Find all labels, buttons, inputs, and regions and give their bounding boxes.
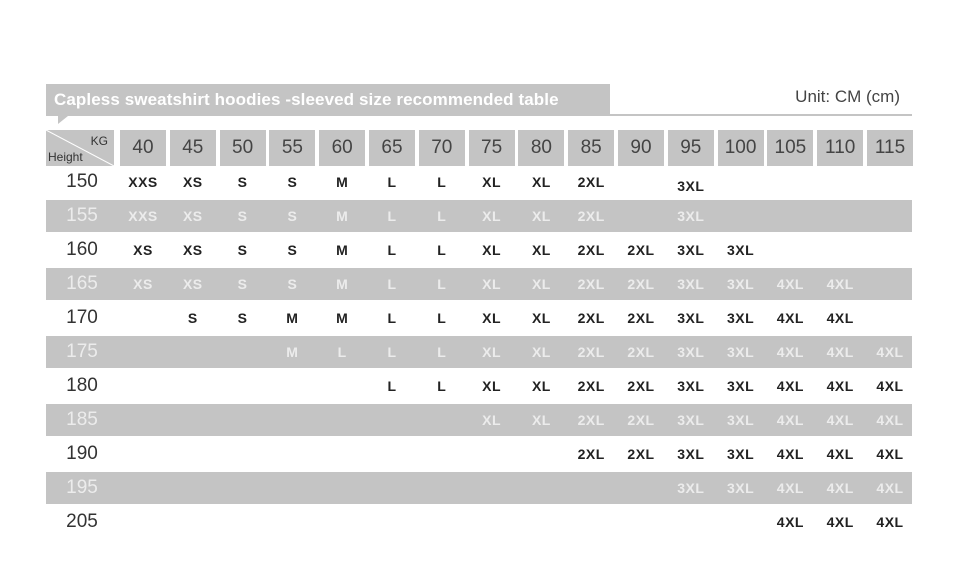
size-cell: 4XL [876,480,904,496]
size-cell: 4XL [776,378,804,394]
size-cell: 3XL [677,378,705,394]
size-cell: L [387,344,397,360]
size-cell: M [336,242,349,258]
size-cell: 2XL [577,310,605,326]
size-cell: XS [133,276,153,292]
size-cell: L [437,242,447,258]
size-cell: 4XL [876,378,904,394]
height-cell-155: 155 [66,205,98,226]
size-cell: 3XL [727,412,755,428]
size-cell: 4XL [826,412,854,428]
size-cell: 4XL [776,446,804,462]
weight-header-65: 65 [369,130,415,166]
header-corner-cell [46,130,114,166]
size-cell: 4XL [876,514,904,530]
size-cell: XL [482,208,502,224]
weight-header-60: 60 [319,130,365,166]
size-cell: XL [531,344,551,360]
size-cell: 4XL [876,412,904,428]
size-cell: 4XL [826,480,854,496]
size-cell: 3XL [677,208,705,224]
size-cell: 3XL [727,276,755,292]
size-cell: 2XL [577,208,605,224]
height-cell-170: 170 [66,307,98,328]
size-cell: 3XL [727,378,755,394]
size-cell: 3XL [727,344,755,360]
size-cell: 4XL [876,446,904,462]
size-cell: 3XL [727,242,755,258]
size-cell: XL [531,208,551,224]
height-cell-175: 175 [66,341,98,362]
size-cell: S [187,310,198,326]
weight-header-90: 90 [618,130,664,166]
size-cell: 4XL [826,446,854,462]
size-cell: L [387,378,397,394]
size-cell: XL [531,310,551,326]
size-cell: 4XL [826,276,854,292]
weight-header-50: 50 [220,130,266,166]
size-cell: 2XL [627,310,655,326]
size-cell: 2XL [627,344,655,360]
size-cell: XL [482,310,502,326]
size-cell: L [387,310,397,326]
weight-header-55: 55 [269,130,315,166]
size-cell: M [286,310,299,326]
size-cell: L [437,174,447,190]
table-title: Capless sweatshirt hoodies -sleeved size recommended table [54,90,559,109]
height-axis-label: Height [48,150,83,164]
size-cell: 4XL [776,480,804,496]
size-cell: 3XL [677,310,705,326]
size-cell: XL [531,276,551,292]
weight-header-100: 100 [718,130,764,166]
size-cell: 2XL [577,242,605,258]
size-cell: S [237,276,248,292]
height-cell-165: 165 [66,273,98,294]
size-cell: 3XL [727,480,755,496]
height-cell-160: 160 [66,239,98,260]
size-cell: 3XL [677,276,705,292]
size-cell: 2XL [577,276,605,292]
size-cell: M [286,344,299,360]
height-cell-150: 150 [66,171,98,192]
size-cell: S [237,174,248,190]
size-cell: XL [482,412,502,428]
size-cell: XL [482,242,502,258]
size-cell: L [387,174,397,190]
size-cell: S [287,276,298,292]
size-cell: XL [482,344,502,360]
size-cell: 2XL [577,378,605,394]
unit-label: Unit: CM (cm) [795,87,900,106]
kg-axis-label: KG [90,134,108,148]
weight-header-115: 115 [867,130,913,166]
size-cell: S [287,242,298,258]
size-cell: 4XL [776,344,804,360]
size-cell: 4XL [826,310,854,326]
weight-header-40: 40 [120,130,166,166]
size-cell: 3XL [727,310,755,326]
size-cell: S [237,242,248,258]
size-cell: 3XL [677,480,705,496]
weight-header-95: 95 [668,130,714,166]
size-cell: L [437,310,447,326]
size-cell: L [437,378,447,394]
height-cell-190: 190 [66,443,98,464]
size-cell: 2XL [577,174,605,190]
size-cell: 4XL [876,344,904,360]
title-banner-notch [58,116,68,124]
size-cell: S [287,174,298,190]
size-cell: 4XL [826,344,854,360]
size-cell: XXS [128,174,158,190]
size-cell: 2XL [577,412,605,428]
size-cell: 4XL [826,514,854,530]
size-cell: M [336,310,349,326]
height-cell-180: 180 [66,375,98,396]
size-cell: 2XL [577,446,605,462]
size-cell: 2XL [577,344,605,360]
size-cell: 3XL [677,242,705,258]
size-cell: L [387,276,397,292]
size-cell: XS [182,276,203,292]
size-cell: L [437,276,447,292]
weight-header-105: 105 [767,130,813,166]
size-cell: 3XL [677,344,705,360]
size-cell: XL [531,412,551,428]
size-cell: 4XL [826,378,854,394]
size-cell: 3XL [677,178,705,194]
height-cell-195: 195 [66,477,98,498]
size-cell: S [237,208,248,224]
size-cell: 3XL [677,412,705,428]
weight-header-70: 70 [419,130,465,166]
size-cell: L [337,344,347,360]
title-banner [46,84,610,116]
size-cell: XL [531,378,551,394]
size-cell: L [437,208,447,224]
size-cell: 3XL [677,446,705,462]
size-cell: M [336,174,349,190]
size-cell: 2XL [627,378,655,394]
size-cell: M [336,208,349,224]
weight-header-45: 45 [170,130,216,166]
title-underline [610,114,912,116]
size-cell: 4XL [776,514,804,530]
size-cell: XL [531,174,551,190]
size-cell: L [387,242,397,258]
size-cell: XL [482,378,502,394]
height-cell-185: 185 [66,409,98,430]
size-cell: 2XL [627,446,655,462]
size-cell: XS [182,174,203,190]
size-cell: XS [182,208,203,224]
size-cell: M [336,276,349,292]
size-cell: XS [133,242,153,258]
size-cell: XXS [128,208,158,224]
size-cell: 4XL [776,310,804,326]
size-cell: 4XL [776,276,804,292]
size-cell: XL [482,276,502,292]
weight-header-110: 110 [817,130,863,166]
size-cell: 4XL [776,412,804,428]
height-cell-205: 205 [66,511,98,532]
size-cell: 2XL [627,242,655,258]
weight-header-80: 80 [518,130,564,166]
size-cell: L [437,344,447,360]
size-cell: 2XL [627,412,655,428]
size-cell: XL [482,174,502,190]
size-cell: XS [182,242,203,258]
size-cell: S [287,208,298,224]
size-cell: S [237,310,248,326]
weight-header-85: 85 [568,130,614,166]
size-cell: L [387,208,397,224]
size-cell: XL [531,242,551,258]
size-cell: 3XL [727,446,755,462]
weight-header-75: 75 [469,130,515,166]
size-cell: 2XL [627,276,655,292]
